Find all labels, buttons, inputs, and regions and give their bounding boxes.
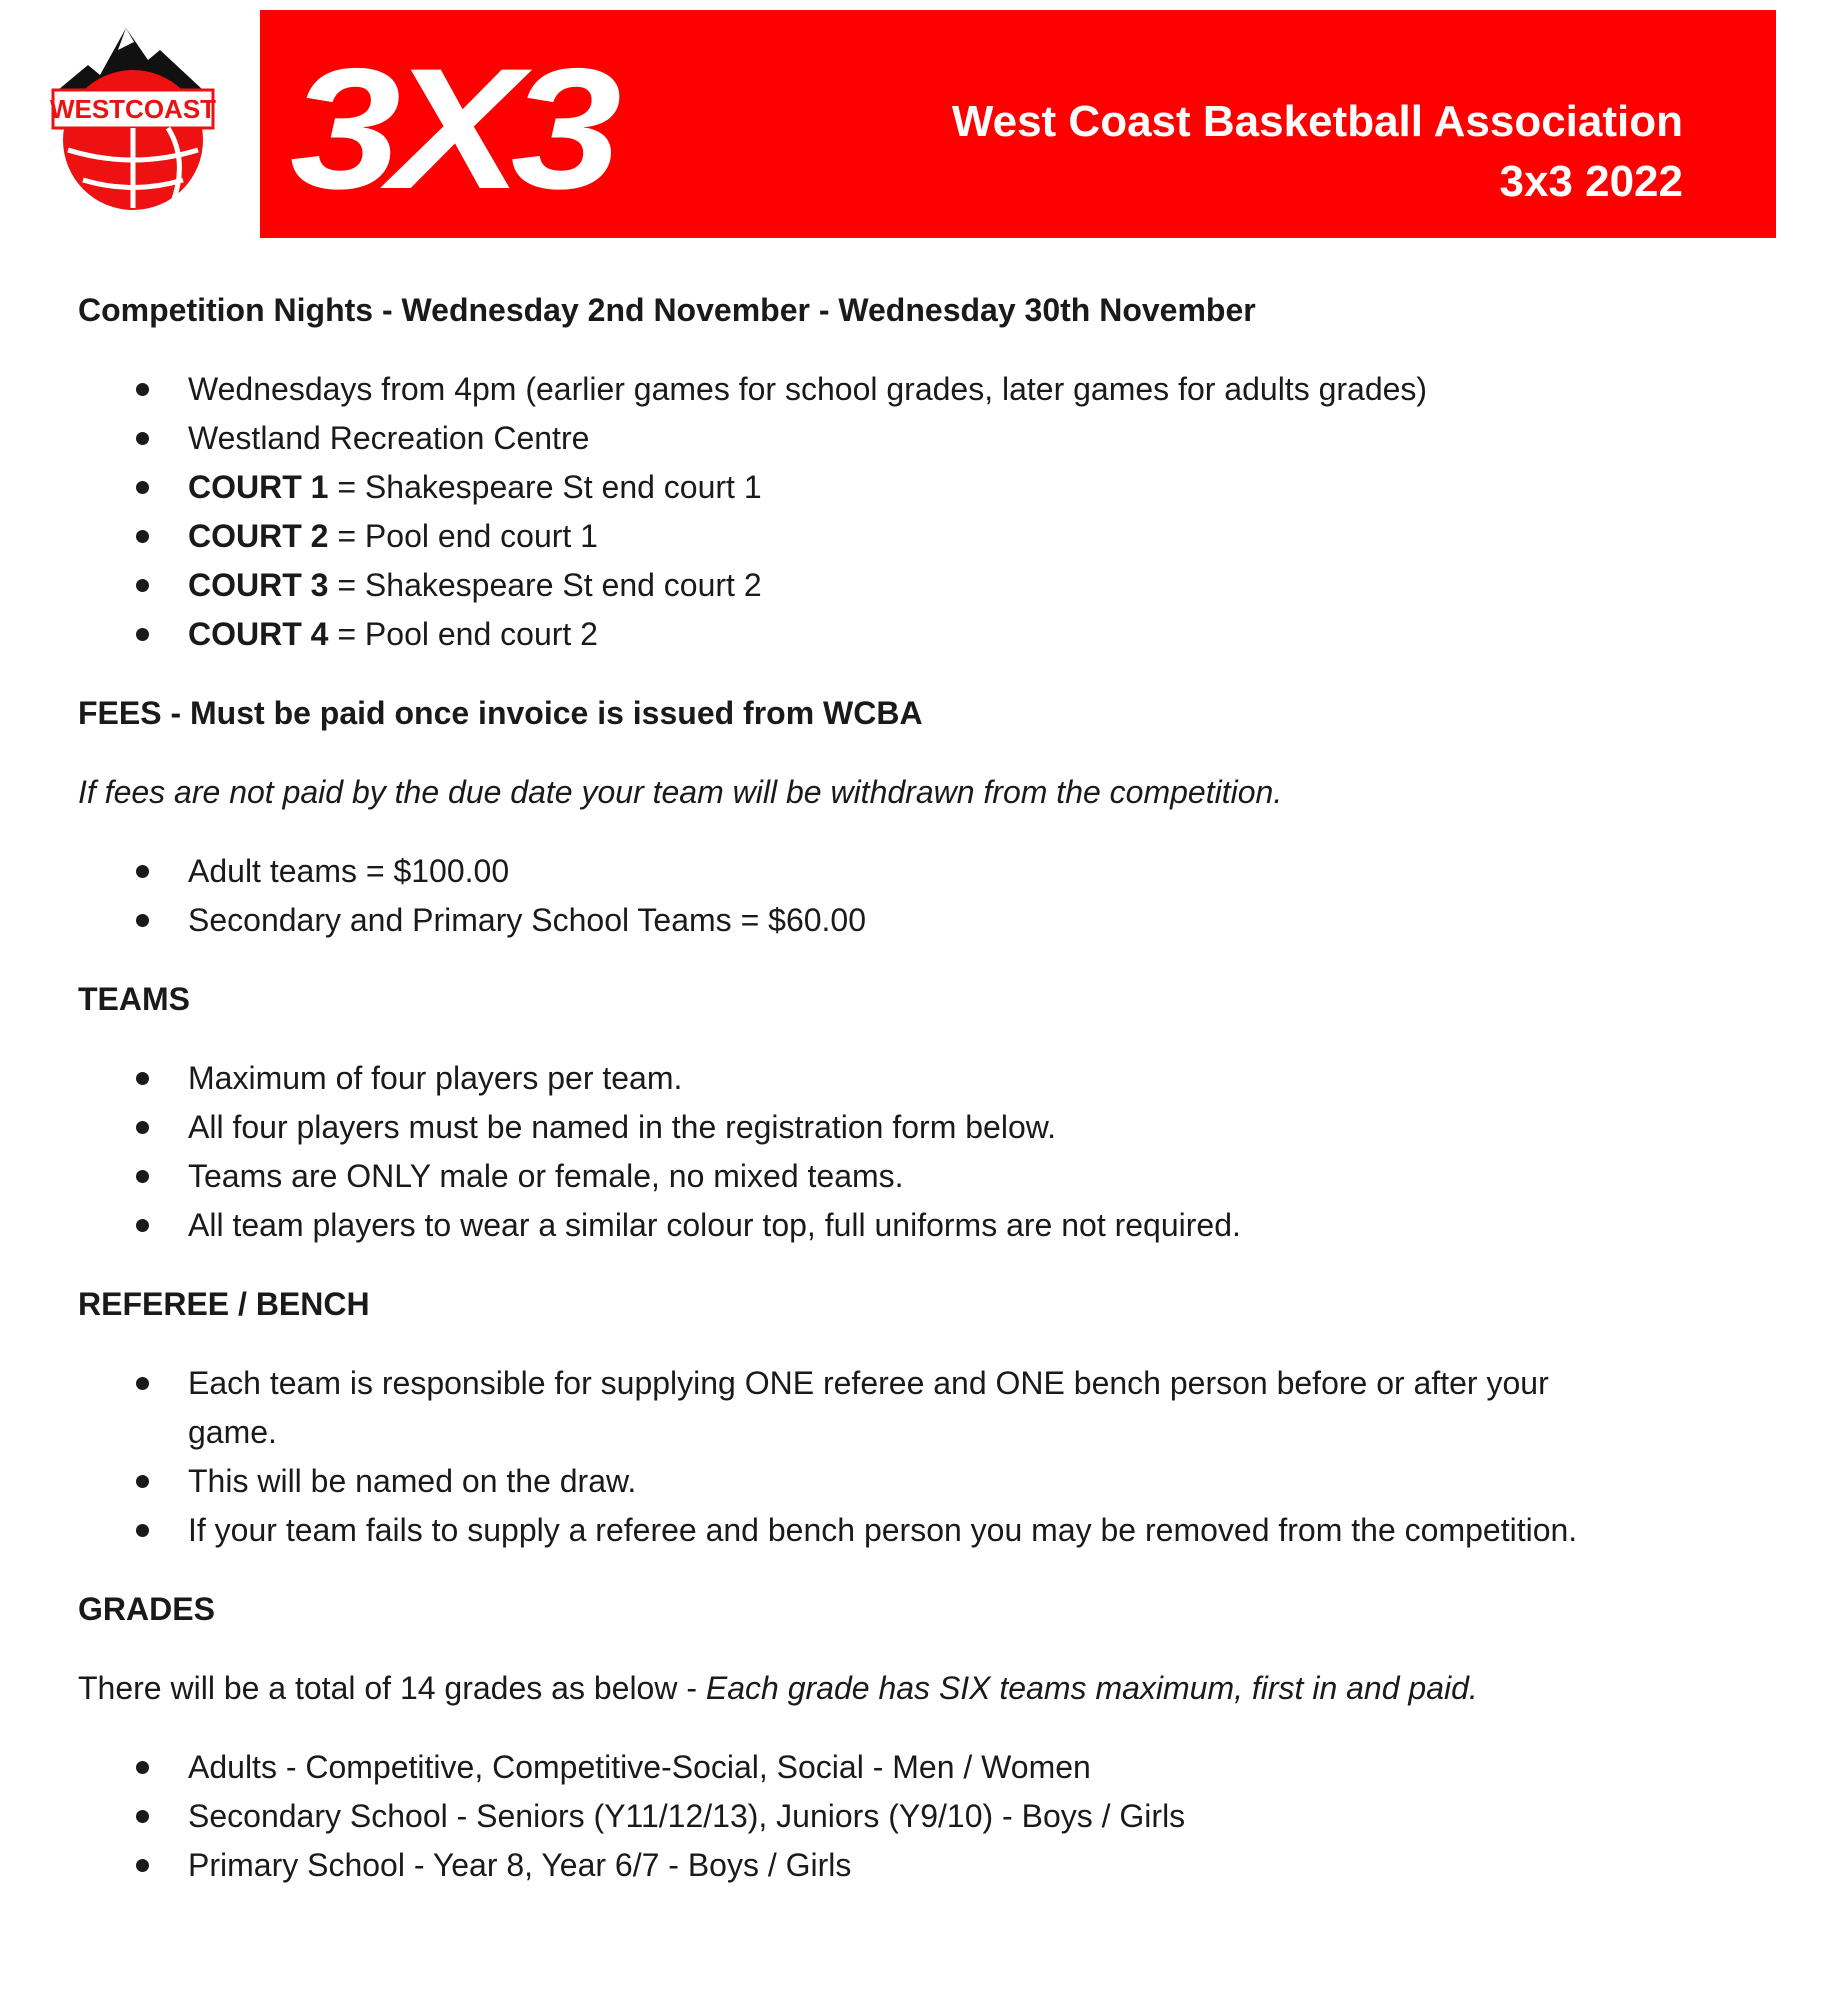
grades-intro — [78, 1664, 1738, 1713]
list-item — [78, 896, 1738, 945]
bullet-icon — [136, 1859, 149, 1872]
list-item-text: Primary School - Year 8, Year 6/7 - Boys / Girls — [188, 1847, 852, 1883]
bullet-icon — [136, 481, 149, 494]
list-item — [78, 1792, 1738, 1841]
bullet-icon — [136, 1377, 149, 1390]
bullet-icon — [136, 383, 149, 396]
court-label: COURT 4 — [188, 616, 329, 652]
teams-list — [78, 1054, 1738, 1250]
court-label: COURT 1 — [188, 469, 329, 505]
bullet-icon — [136, 432, 149, 445]
grades-intro-italic: Each grade has SIX teams maximum, first in and paid. — [705, 1670, 1478, 1706]
bullet-icon — [136, 1524, 149, 1537]
list-item-text: Adults - Competitive, Competitive-Social, Social - Men / Women — [188, 1749, 1091, 1785]
page-title — [952, 92, 1683, 212]
list-item-text: Each team is responsible for supplying ONE referee and ONE bench person before or after your game. — [188, 1365, 1549, 1450]
competition-heading: Competition Nights - Wednesday 2nd November - Wednesday 30th November — [78, 292, 1256, 328]
list-item-text: Westland Recreation Centre — [188, 420, 590, 456]
bullet-icon — [136, 865, 149, 878]
title-line-2: 3x3 2022 — [1499, 157, 1683, 206]
list-item-text: Adult teams = $100.00 — [188, 853, 510, 889]
bullet-icon — [136, 1072, 149, 1085]
list-item — [78, 1201, 1738, 1250]
list-item-text: Secondary and Primary School Teams = $60.00 — [188, 902, 867, 938]
list-item — [78, 512, 1738, 561]
list-item — [78, 1359, 1738, 1457]
list-item-text: Teams are ONLY male or female, no mixed teams. — [188, 1158, 904, 1194]
court-desc: = Shakespeare St end court 1 — [328, 469, 762, 505]
bullet-icon — [136, 628, 149, 641]
title-line-1: West Coast Basketball Association — [951, 97, 1683, 146]
list-item — [78, 414, 1738, 463]
list-item — [78, 1743, 1738, 1792]
grades-list — [78, 1743, 1738, 1890]
fees-list — [78, 847, 1738, 945]
bullet-icon — [136, 1219, 149, 1232]
list-item-text: Maximum of four players per team. — [188, 1060, 683, 1096]
list-item-text: All team players to wear a similar colour top, full uniforms are not required. — [188, 1207, 1241, 1243]
list-item — [78, 1152, 1738, 1201]
court-label: COURT 3 — [188, 567, 329, 603]
bullet-icon — [136, 1121, 149, 1134]
court-desc: = Shakespeare St end court 2 — [328, 567, 762, 603]
document-body — [78, 286, 1738, 1920]
grades-heading: GRADES — [78, 1591, 215, 1627]
fees-note: If fees are not paid by the due date your team will be withdrawn from the competition. — [78, 774, 1283, 810]
list-item — [78, 365, 1738, 414]
court-desc: = Pool end court 1 — [328, 518, 598, 554]
list-item — [78, 847, 1738, 896]
bullet-icon — [136, 1475, 149, 1488]
list-item — [78, 1841, 1738, 1890]
bullet-icon — [136, 1170, 149, 1183]
list-item — [78, 1457, 1738, 1506]
teams-heading: TEAMS — [78, 981, 190, 1017]
list-item-text: Secondary School - Seniors (Y11/12/13), Juniors (Y9/10) - Boys / Girls — [188, 1798, 1186, 1834]
brand-mark-text: 3X3 — [290, 48, 620, 208]
list-item — [78, 463, 1738, 512]
court-desc: = Pool end court 2 — [328, 616, 598, 652]
competition-list — [78, 365, 1738, 659]
list-item-text: If your team fails to supply a referee and bench person you may be removed from the competition. — [188, 1512, 1578, 1548]
list-item — [78, 561, 1738, 610]
list-item — [78, 610, 1738, 659]
logo-text: WESTCOAST — [49, 94, 217, 124]
list-item-text: This will be named on the draw. — [188, 1463, 637, 1499]
referee-heading: REFEREE / BENCH — [78, 1286, 370, 1322]
grades-intro-text: There will be a total of 14 grades as below - — [78, 1670, 706, 1706]
3x3-logo-icon — [290, 48, 620, 208]
bullet-icon — [136, 1810, 149, 1823]
list-item — [78, 1506, 1738, 1555]
list-item — [78, 1103, 1738, 1152]
bullet-icon — [136, 579, 149, 592]
list-item-text: All four players must be named in the registration form below. — [188, 1109, 1056, 1145]
court-label: COURT 2 — [188, 518, 329, 554]
referee-list — [78, 1359, 1738, 1555]
bullet-icon — [136, 530, 149, 543]
fees-heading: FEES - Must be paid once invoice is issued from WCBA — [78, 695, 923, 731]
list-item — [78, 1054, 1738, 1103]
bullet-icon — [136, 1761, 149, 1774]
bullet-icon — [136, 914, 149, 927]
list-item-text: Wednesdays from 4pm (earlier games for school grades, later games for adults grades) — [188, 371, 1428, 407]
westcoast-logo-icon — [38, 20, 228, 210]
